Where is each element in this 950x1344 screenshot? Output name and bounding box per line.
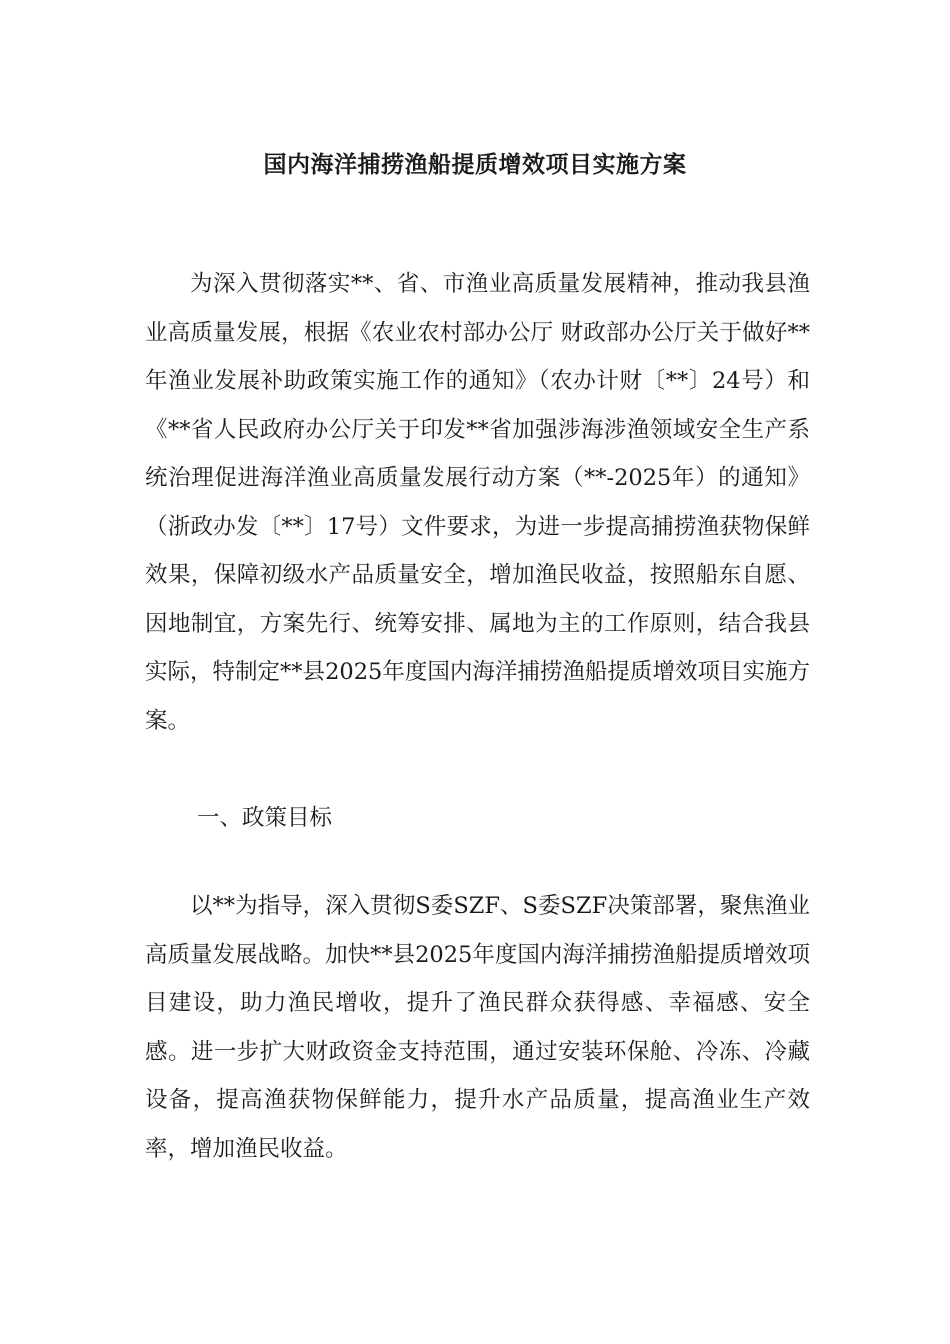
document-title: 国内海洋捕捞渔船提质增效项目实施方案	[263, 151, 687, 179]
policy-goals-paragraph: 以**为指导，深入贯彻S委SZF、S委SZF决策部署，聚焦渔业高质量发展战略。加快**县2025年度国内海洋捕捞渔船提质增效项目建设，助力渔民增收，提升了渔民群众获得感、幸福感、安全感。进一步扩大财政资金支持范围，通过安装环保舱、冷冻、冷藏设备，提高渔获物保鲜能力，提升水产品质量，提高渔业生产效率，增加渔民收益。	[145, 893, 810, 1162]
section-heading-policy-goals: 一、政策目标	[197, 805, 333, 831]
intro-paragraph: 为深入贯彻落实**、省、市渔业高质量发展精神，推动我县渔业高质量发展，根据《农业农村部办公厅 财政部办公厅关于做好**年渔业发展补助政策实施工作的通知》（农办计财〔**〕24号）和《**省人民政府办公厅关于印发**省加强涉海涉渔领域安全生产系统治理促进海洋渔业高质量发展行动方案（**-2025年）的通知》（浙政办发〔**〕17号）文件要求，为进一步提高捕捞渔获物保鲜效果，保障初级水产品质量安全，增加渔民收益，按照船东自愿、因地制宜，方案先行、统筹安排、属地为主的工作原则，结合我县实际，特制定**县2025年度国内海洋捕捞渔船提质增效项目实施方案。	[145, 271, 810, 734]
